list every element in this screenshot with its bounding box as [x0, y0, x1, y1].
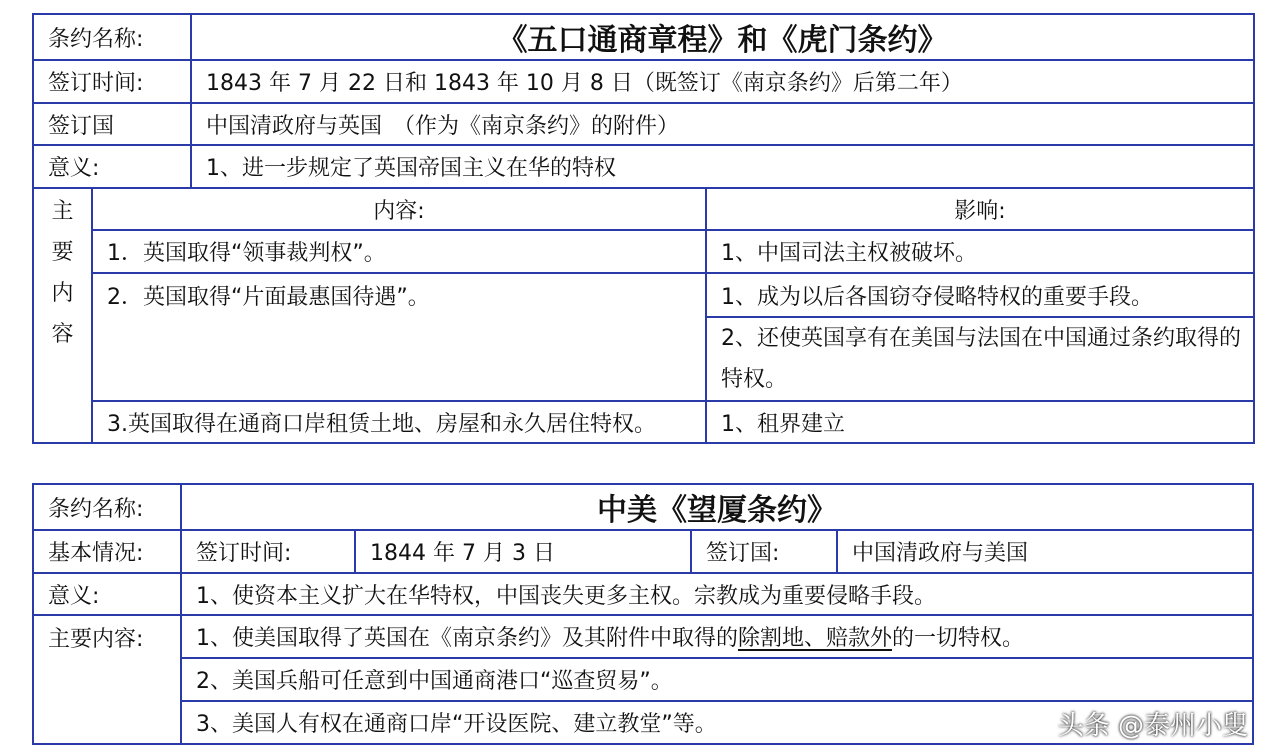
treaty1-sign-time-label: 签订时间: [33, 60, 191, 103]
impact-cell: 1、中国司法主权被破坏。 [706, 230, 1254, 273]
treaty1-sign-time: 1843 年 7 月 22 日和 1843 年 10 月 8 日（既签订《南京条约》后第二年） [191, 60, 1254, 103]
treaty1-name: 《五口通商章程》和《虎门条约》 [191, 14, 1254, 60]
treaty1-main-label [33, 188, 92, 443]
treaty2-name-label: 条约名称: [33, 484, 181, 530]
treaty2-content-2: 2、美国兵船可任意到中国通商港口“巡查贸易”。 [181, 658, 1253, 701]
watermark: 头条 @泰州小叟 [1057, 711, 1248, 741]
main-label-char: 内 [51, 281, 74, 306]
treaty1-meaning-label: 意义: [33, 145, 191, 188]
content-cell: 2．英国取得“片面最惠国待遇”。 [92, 273, 706, 401]
content-cell: 1．英国取得“领事裁判权”。 [92, 230, 706, 273]
treaty2-meaning: 1、使资本主义扩大在华特权，中国丧失更多主权。宗教成为重要侵略手段。 [181, 573, 1253, 615]
treaty2-meaning-label: 意义: [33, 573, 181, 615]
impact-cell: 1、成为以后各国窃夺侵略特权的重要手段。 [706, 273, 1254, 317]
treaty1-table [32, 13, 1255, 444]
main-label-char: 主 [51, 199, 74, 224]
treaty2-sign-time: 1844 年 7 月 3 日 [355, 530, 691, 573]
treaty2-basic-label: 基本情况: [33, 530, 181, 573]
main-label-char: 容 [51, 322, 74, 347]
impact-cell: 2、还使英国享有在美国与法国在中国通过条约取得的特权。 [706, 317, 1254, 401]
treaty1-signatory-label: 签订国 [33, 103, 191, 145]
treaty1-meaning: 1、进一步规定了英国帝国主义在华的特权 [191, 145, 1254, 188]
content-header: 内容: [92, 188, 706, 230]
treaty2-name: 中美《望厦条约》 [181, 484, 1253, 530]
content-cell: 3.英国取得在通商口岸租赁土地、房屋和永久居住特权。 [92, 401, 706, 443]
content-1-underlined: 除割地、赔款外 [738, 626, 893, 651]
treaty2-main-label: 主要内容: [33, 615, 181, 744]
treaty1-signatory: 中国清政府与英国 （作为《南京条约》的附件） [191, 103, 1254, 145]
treaty2-content-3: 3、美国人有权在通商口岸“开设医院、建立教堂”等。 [181, 701, 1253, 744]
treaty2-signatory-label: 签订国: [691, 530, 837, 573]
treaty2-content-1 [181, 615, 1253, 658]
treaty2-sign-time-label: 签订时间: [181, 530, 355, 573]
treaty2-signatory: 中国清政府与美国 [837, 530, 1253, 573]
treaty1-name-label: 条约名称: [33, 14, 191, 60]
content-1-pre: 1、使美国取得了英国在《南京条约》及其附件中取得的 [196, 626, 738, 651]
impact-cell: 1、租界建立 [706, 401, 1254, 443]
main-label-char: 要 [51, 240, 74, 265]
impact-header: 影响: [706, 188, 1254, 230]
content-1-post: 的一切特权。 [892, 626, 1025, 651]
